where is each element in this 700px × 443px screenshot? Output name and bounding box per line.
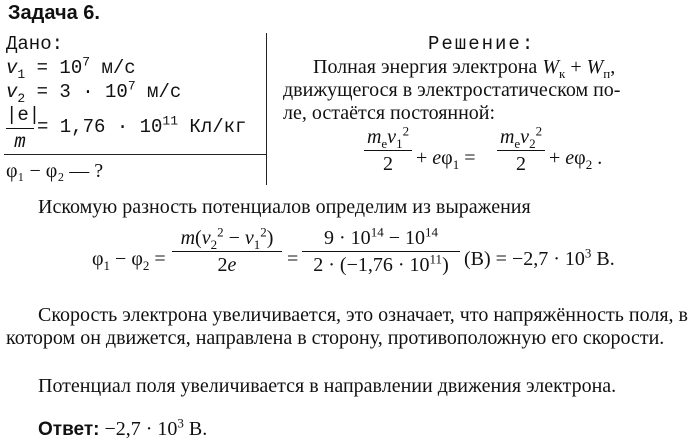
- energy-rhs-fraction: $m_ev_2^2$ 2: [497, 126, 545, 175]
- given-find: φ₁ − φ₂ — ?: [6, 160, 104, 182]
- formula-fraction: $m(v_2^2 - v_1^2)$ 2e: [172, 227, 282, 276]
- solution-line-2: движущегося в электростатическом по-: [283, 79, 621, 101]
- given-v1: $v_1 = 10^7$ м/с: [6, 54, 136, 82]
- given-ratio-value: = $1,76 \cdot 10^{11}$ Кл/кг: [37, 113, 247, 138]
- potential-difference-label: $\varphi_1 - \varphi_2$ =: [92, 248, 166, 273]
- solution-line-3: ле, остаётся постоянной:: [283, 102, 496, 124]
- answer-label: Ответ:: [38, 419, 100, 440]
- solution-line-1: Полная энергия электрона $W_к + W_п$,: [313, 56, 616, 81]
- given-v2: $v_2 = 3 \cdot 10^7$ м/с: [6, 78, 182, 106]
- formula-result: $(В) = -2,7 \cdot 10^3$ В.: [464, 245, 615, 270]
- vertical-divider: [266, 33, 267, 185]
- intro-text: Искомую разность потенциалов определим из выражения: [38, 196, 531, 218]
- paragraph-potential: Потенциал поля увеличивается в направлении движения электрона.: [38, 375, 617, 397]
- given-ratio-fraction: [6, 104, 41, 153]
- energy-lhs-fraction: $m_ev_1^2$ 2: [364, 126, 412, 175]
- solution-label: Решение:: [428, 33, 536, 55]
- ratio-denominator: m: [14, 131, 26, 153]
- given-divider: [4, 154, 266, 155]
- equals-sign: =: [287, 248, 299, 270]
- energy-lhs-term: + $e\varphi_1$ =: [416, 147, 476, 172]
- paragraph-velocity: Скорость электрона увеличивается, это означает, что напряжённость поля, в котором он движется, направлена в сторону, противоположную его скорости.: [6, 304, 688, 349]
- ratio-numerator: |e|: [6, 104, 41, 126]
- answer-value: $-2,7 \cdot 10^3$ В.: [104, 415, 208, 440]
- numeric-fraction: $9 \cdot 10^{14} - 10^{14}$ $2 \cdot (-1,76 \cdot 10^{11})$: [302, 227, 460, 276]
- energy-rhs-term: + $e\varphi_2$ .: [549, 147, 603, 172]
- task-title: Задача 6.: [8, 2, 100, 24]
- answer-line: [38, 415, 208, 441]
- given-label: Дано:: [6, 33, 64, 55]
